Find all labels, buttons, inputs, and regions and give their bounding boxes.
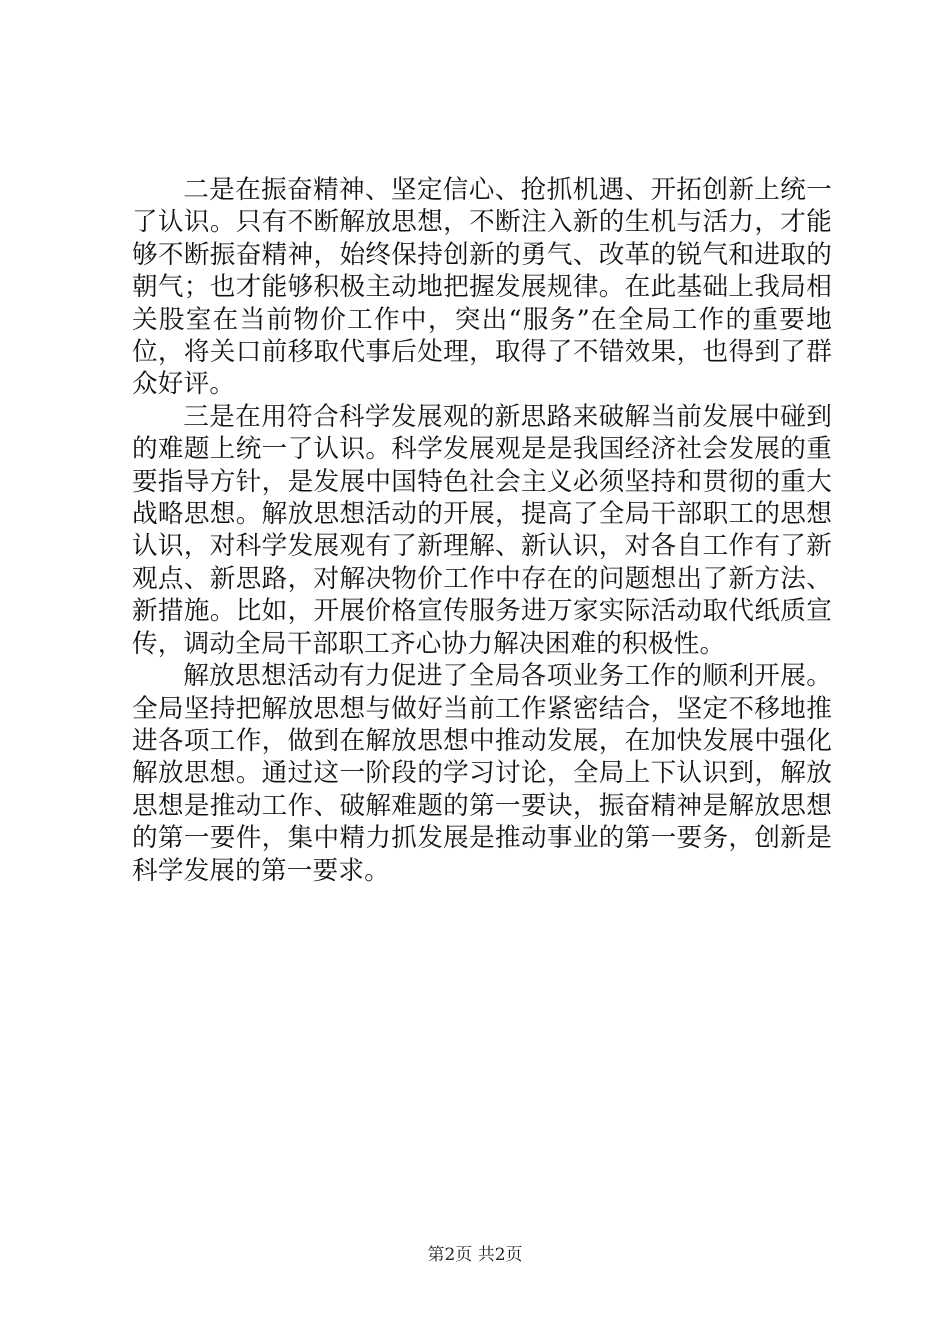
- document-body: [132, 174, 832, 887]
- page-number-footer: 第2页 共2页: [427, 1245, 523, 1265]
- paragraph-point-three: 三是在用符合科学发展观的新思路来破解当前发展中碰到的难题上统一了认识。科学发展观是是我国经济社会发展的重要指导方针，是发展中国特色社会主义必须坚持和贯彻的重大战略思想。解放思想活动的开展，提高了全局干部职工的思想认识，对科学发展观有了新理解、新认识，对各自工作有了新观点、新思路，对解决物价工作中存在的问题想出了新方法、新措施。比如，开展价格宣传服务进万家实际活动取代纸质宣传，调动全局干部职工齐心协力解决困难的积极性。: [132, 401, 832, 659]
- paragraph-summary: 解放思想活动有力促进了全局各项业务工作的顺利开展。全局坚持把解放思想与做好当前工作紧密结合，坚定不移地推进各项工作，做到在解放思想中推动发展，在加快发展中强化解放思想。通过这一阶段的学习讨论，全局上下认识到，解放思想是推动工作、破解难题的第一要诀，振奋精神是解放思想的第一要件，集中精力抓发展是推动事业的第一要务，创新是科学发展的第一要求。: [132, 661, 832, 886]
- paragraph-point-two: 二是在振奋精神、坚定信心、抢抓机遇、开拓创新上统一了认识。只有不断解放思想，不断注入新的生机与活力，才能够不断振奋精神，始终保持创新的勇气、改革的锐气和进取的朝气；也才能够积极主动地把握发展规律。在此基础上我局相关股室在当前物价工作中，突出“服务”在全局工作的重要地位，将关口前移取代事后处理，取得了不错效果，也得到了群众好评。: [132, 175, 832, 400]
